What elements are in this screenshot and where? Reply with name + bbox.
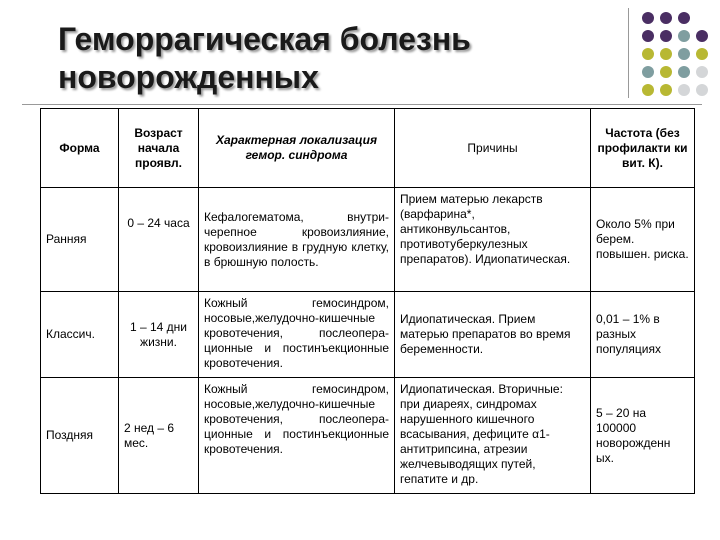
table-row [41,378,695,494]
cell-form: Классич. [41,292,119,378]
header-localization: Характерная локализация гемор. синдрома [199,109,395,188]
title-line-2: новорожденных [58,59,319,95]
cell-frequency: Около 5% при берем. повышен. риска. [591,188,695,292]
cell-onset: 0 – 24 часа [119,188,199,292]
decorative-dot-grid [638,8,718,108]
table-row [41,292,695,378]
cell-causes: Прием матерью лекарств (варфарина*, антиконвульсантов, противотуберкулезных препаратов). Идиопатическая. [395,188,591,292]
dot-teal [678,48,690,60]
dot-light-gray [678,84,690,96]
dot-olive [660,48,672,60]
cell-frequency: 5 – 20 на 100000 новорожденн ых. [591,378,695,494]
dot-light-gray [696,84,708,96]
cell-onset: 1 – 14 дни жизни. [119,292,199,378]
dot-olive [642,48,654,60]
cell-form: Ранняя [41,188,119,292]
title-line-1: Геморрагическая болезнь [58,21,471,57]
header-causes: Причины [395,109,591,188]
dot-teal [678,30,690,42]
header-frequency: Частота (без профилакти ки вит. К). [591,109,695,188]
header-form: Форма [41,109,119,188]
cell-frequency: 0,01 – 1% в разных популяциях [591,292,695,378]
table-header-row [41,109,695,188]
hemorrhagic-disease-table [40,108,695,494]
dot-olive [696,48,708,60]
dot-purple [696,30,708,42]
cell-localization: Кожный гемосиндром, носовые,желудочно-кишечные кровотечения, послеопера-ционные и постинъекционные кровотечения. [199,378,395,494]
header-onset: Возраст начала проявл. [119,109,199,188]
cell-localization: Кожный гемосиндром, носовые,желудочно-кишечные кровотечения, послеопера-ционные и постинъекционные кровотечения. [199,292,395,378]
dot-olive [642,84,654,96]
dot-teal [678,66,690,78]
dot-olive [660,66,672,78]
decorative-horizontal-line [22,104,702,105]
cell-form: Поздняя [41,378,119,494]
dot-purple [642,30,654,42]
cell-causes: Идиопатическая. Вторичные: при диареях, синдромах нарушенного кишечного всасывания, дефиците α1-антитрипсина, атрезии желчевыводящих путей, гепатите и др. [395,378,591,494]
cell-causes: Идиопатическая. Прием матерью препаратов во время беременности. [395,292,591,378]
dot-purple [660,12,672,24]
dot-light-gray [696,66,708,78]
dot-purple [660,30,672,42]
cell-localization: Кефалогематома, внутри-черепное кровоизлияние, кровоизлияние в грудную клетку, в брюшную полость. [199,188,395,292]
slide-title [58,20,598,96]
table-row [41,188,695,292]
dot-purple [678,12,690,24]
cell-onset: 2 нед – 6 мес. [119,378,199,494]
dot-purple [642,12,654,24]
decorative-vertical-line [628,8,629,98]
dot-teal [642,66,654,78]
dot-olive [660,84,672,96]
